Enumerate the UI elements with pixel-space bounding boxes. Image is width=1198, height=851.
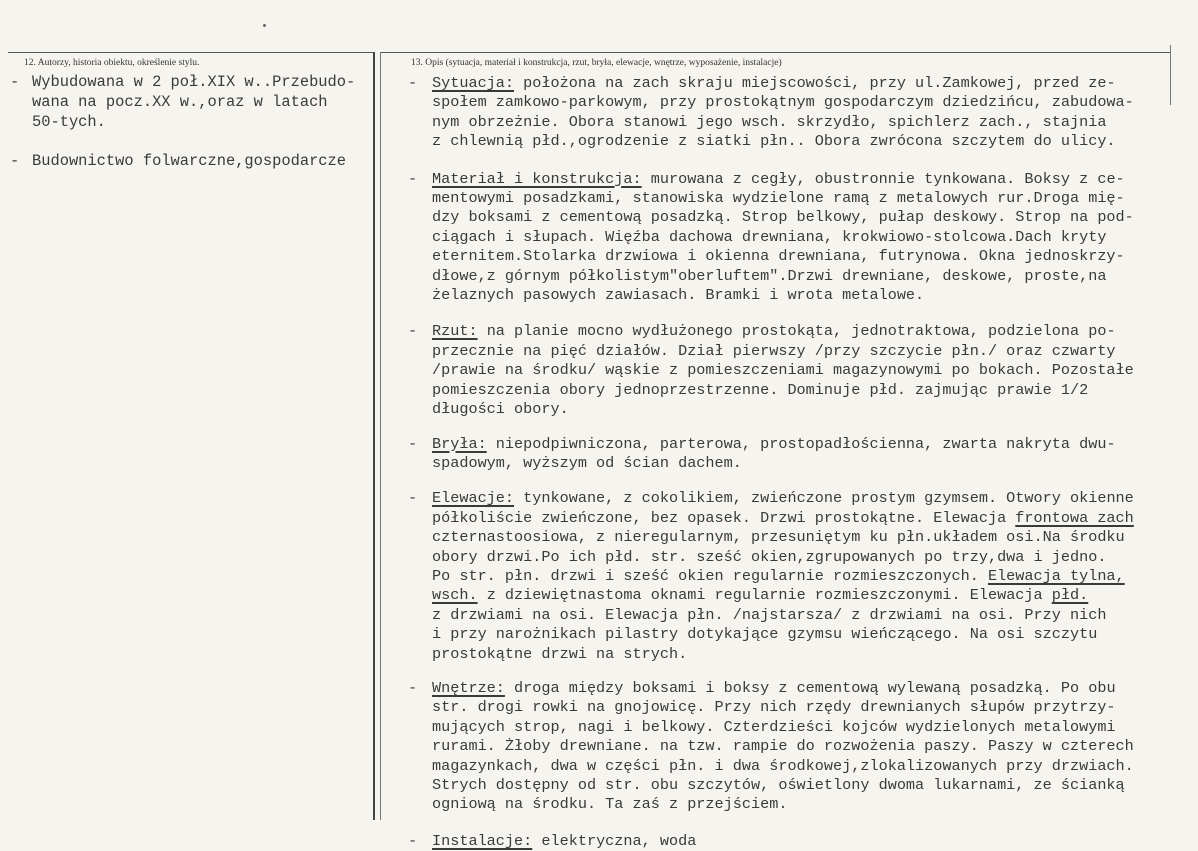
bullet-dash: - [10,152,20,170]
text-line [432,625,1195,644]
bullet-dash: - [408,169,418,188]
section-first-line: na planie mocno wydłużonego prostokąta, jednotraktowa, podzielona po- [477,322,1116,341]
section-label: Bryła: [432,434,487,453]
section-wnętrze [410,679,1195,815]
text-line: dzy boksami z cementową posadzką. Strop belkowy, pułap deskowy. Strop na pod- [432,208,1134,227]
text-line [432,435,1195,454]
text-line: Wybudowana w 2 poł.XIX w..Przebudo- [32,73,356,91]
bullet-dash: - [10,73,20,91]
section-first-line: droga między boksami i boksy z cementową wylewaną posadzką. Po obu [504,678,1116,697]
section-label: Elewacje: [432,489,515,508]
section-label: Sytuacja: [432,74,515,92]
text-line: Strych dostępny od str. obu szczytów, oświetlony dwoma lukarnami, ze ścianką [432,776,1125,794]
text-line: długości obory. [432,400,569,419]
text-segment: z dziewiętnastoma oknami regularnie rozmieszczonymi. Elewacja [477,586,1052,605]
left-top-rule [8,52,374,53]
column-divider [373,52,375,820]
text-line: str. drogi rowki na gnojowicę. Przy nich rzędy drewnianych słupów przytrzy- [432,698,1116,717]
section-first-line: tynkowane, z cokolikiem, zwieńczone prostym gzymsem. Otwory okienne [514,489,1134,508]
text-line [432,170,1195,189]
text-line: mentowymi posadzkami, stanowiska wydzielone ramą z metalowych rur.Droga mię- [432,189,1125,208]
left-item-built [10,72,372,132]
text-line [432,832,1195,851]
text-line [432,509,1195,528]
section-instalacje [410,832,1195,851]
section-first-line: niepodpiwniczona, parterowa, prostopadłościenna, zwarta nakryta dwu- [486,434,1116,453]
text-line [432,74,1195,93]
section-first-line: murowana z cegły, obustronnie tynkowana. Boksy z ce- [641,169,1125,188]
section-first-line: elektryczna, woda [532,831,697,850]
text-segment: Po str. płn. drzwi i sześć okien regularnie rozmieszczonych. [432,566,988,585]
text-line: spadowym, wyższym od ścian dachem. [432,453,742,472]
text-line [432,645,1195,664]
text-line: nym obrzeżnie. Obora stanowi jego wsch. skrzydło, spichlerz zach., stajnia [432,112,1107,131]
text-segment: prostokątne drzwi na strych. [432,644,688,663]
text-line [432,606,1195,625]
text-line: 50-tych. [32,113,106,131]
text-line: przecznie na pięć działów. Dział pierwszy /przy szczycie płn./ oraz czwarty [432,341,1116,360]
text-line [432,489,1195,508]
section-sytuacja [410,74,1195,152]
right-top-rule [381,52,1171,53]
bullet-dash: - [408,678,418,697]
section-label: Materiał i konstrukcja: [432,169,642,188]
text-line [432,322,1195,341]
bullet-dash: - [408,831,418,850]
text-segment: z drzwiami na osi. Elewacja płn. /najstarsza/ z drzwiami na osi. Przy nich [432,605,1107,624]
text-line: ciągach i słupach. Więźba dachowa drewniana, krokwiowo-stolcowa.Dach kryty [432,227,1107,246]
text-segment: półkoliście zwieńczone, bez opasek. Drzwi prostokątne. Elewacja [432,508,1016,527]
left-column-heading: 12. Autorzy, historia obiektu, określenie stylu. [24,58,200,68]
section-bryła [410,435,1195,474]
bullet-dash: - [408,489,418,508]
left-column [10,72,372,171]
text-line [432,586,1195,605]
text-segment: i przy narożnikach pilastry dotykające gzymsu wieńczącego. Na osi szczytu [432,625,1098,644]
bullet-dash: - [408,434,418,453]
underlined-text: wsch. [432,586,478,605]
text-line: żelaznych pasowych zawiasach. Bramki i wrota metalowe. [432,286,925,305]
section-materiał-i-konstrukcja [410,170,1195,306]
text-line: pomieszczenia obory jednoprzestrzenne. Dominuje płd. zajmując prawie 1/2 [432,380,1089,399]
text-line [432,548,1195,567]
text-segment: obory drzwi.Po ich płd. str. sześć okien,zgrupowanych po trzy,dwa i jedno. [432,547,1107,566]
section-label: Wnętrze: [432,678,505,697]
underlined-text: Elewacja tylna, [987,566,1125,585]
text-line: wana na pocz.XX w.,oraz w latach [32,93,328,111]
right-column [410,74,1195,851]
column-divider-inner [380,52,381,820]
text-line: społem zamkowo-parkowym, przy prostokątnym gospodarczym dziedzińcu, zabudowa- [432,93,1134,112]
text-line: /prawie na środku/ wąskie z pomieszczeniami magazynowymi po bokach. Pozostałe [432,361,1134,380]
underlined-text: płd. [1051,586,1089,605]
text-line [432,567,1195,586]
section-label: Instalacje: [432,831,533,850]
bullet-dash: - [408,322,418,341]
section-elewacje [410,489,1195,664]
text-line: ogniową na środku. Ta zaś z przejściem. [432,795,788,814]
text-line [432,679,1195,698]
text-line: Budownictwo folwarczne,gospodarcze [32,152,347,170]
section-label: Rzut: [432,322,478,341]
text-line: dłowe,z górnym półkolistym"oberluftem".Drzwi drewniane, deskowe, proste,na [432,266,1107,285]
text-line: z chlewnią płd.,ogrodzenie z siatki płn.. Obora zwrócona szczytem do ulicy. [432,132,1116,151]
right-column-heading: 13. Opis (sytuacja, materiał i konstrukcja, rzut, bryła, elewacje, wnętrze, wyposażenie, instalacje) [411,58,782,68]
section-rzut [410,322,1195,419]
left-item-type [10,151,372,171]
section-first-line: położona na zach skraju miejscowości, przy ul.Zamkowej, przed ze- [514,74,1116,92]
text-segment: czternastoosiowa, z nieregularnym, przesuniętym ku płn.układem osi.Na środku [432,528,1125,547]
text-line [432,528,1195,547]
text-line: eternitem.Stolarka drzwiowa i okienna drewniana, futrynowa. Okna jednoskrzy- [432,247,1125,266]
underlined-text: frontowa zach [1015,508,1134,527]
text-line: mujących strop, nagi i belkowy. Czterdzieści kojców wydzielonych metalowymi [432,717,1116,736]
text-line: rurami. Żłoby drewniane. na tzw. rampie do rozwożenia paszy. Paszy w czterech [432,737,1134,756]
text-line: magazynkach, dwa w części płn. i dwa środkowej,zlokalizowanych przy drzwiach. [432,756,1134,775]
bullet-dash: - [408,74,418,92]
speck-mark [263,24,266,27]
